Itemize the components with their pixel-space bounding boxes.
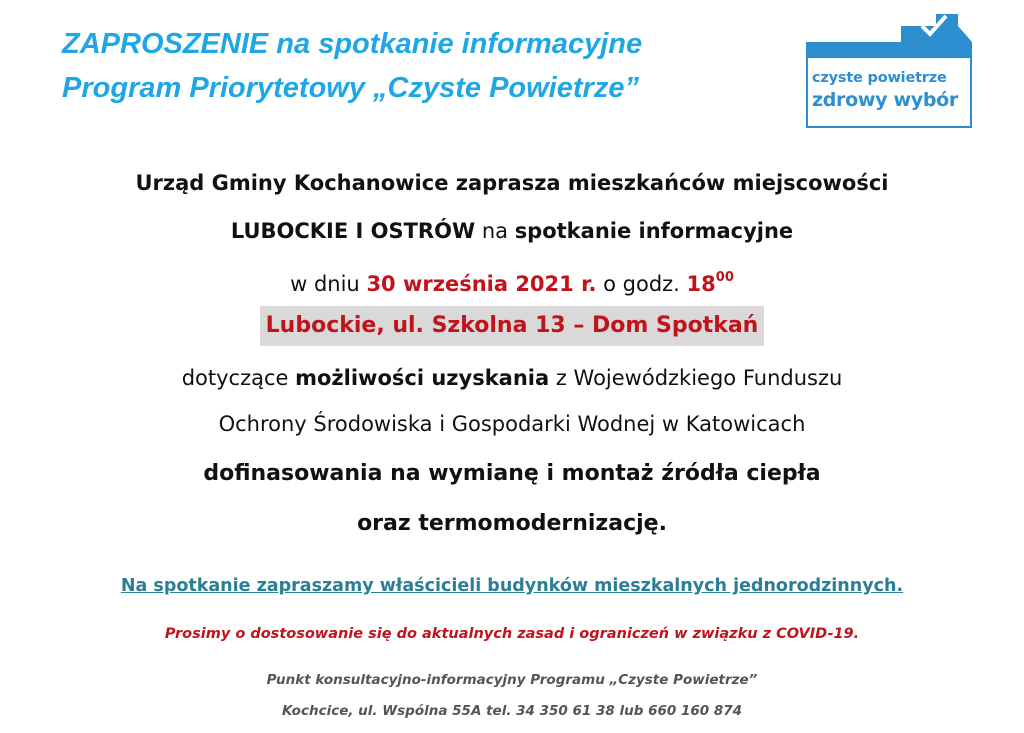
footer-line-2 xyxy=(0,699,1024,723)
about-suffix: z Wojewódzkiego Funduszu xyxy=(555,366,843,390)
footer-text-2: Kochcice, ul. Wspólna 55A tel. 34 350 61 38 lub 660 160 874 xyxy=(281,703,743,719)
logo-line-2: zdrowy wybór xyxy=(812,89,958,111)
connector-text: na xyxy=(481,219,508,243)
covid-note xyxy=(0,620,1024,648)
location-line xyxy=(0,306,1024,346)
time-prefix: o godz. xyxy=(603,272,680,296)
intro-text: Urząd Gminy Kochanowice zaprasza mieszkańców miejscowości xyxy=(135,171,889,195)
subsidy-text-2: oraz termomodernizację. xyxy=(357,511,667,536)
meeting-text: spotkanie informacyjne xyxy=(514,219,794,243)
czyste-powietrze-logo xyxy=(806,12,972,128)
subsidy-text-1: dofinasowania na wymianę i montaż źródła ciepła xyxy=(203,461,821,486)
owners-invitation-text: Na spotkanie zapraszamy właścicieli budynków mieszkalnych jednorodzinnych. xyxy=(120,576,904,596)
covid-note-text: Prosimy o dostosowanie się do aktualnych zasad i ograniczeń w związku z COVID-19. xyxy=(164,626,860,642)
places-text: LUBOCKIE I OSTRÓW xyxy=(230,219,476,243)
meeting-hour: 18 xyxy=(686,272,716,296)
footer-line-1 xyxy=(0,668,1024,692)
date-line xyxy=(0,263,1024,301)
date-prefix: w dniu xyxy=(290,272,360,296)
fund-name: Ochrony Środowiska i Gospodarki Wodnej w Katowicach xyxy=(218,412,806,436)
meeting-minutes: 00 xyxy=(715,270,734,285)
subsidy-line-1 xyxy=(0,455,1024,493)
meeting-location: Lubockie, ul. Szkolna 13 – Dom Spotkań xyxy=(260,306,765,346)
logo-line-1: czyste powietrze xyxy=(812,70,947,86)
intro-line xyxy=(0,166,1024,200)
subsidy-line-2 xyxy=(0,505,1024,543)
fund-line xyxy=(0,406,1024,442)
about-line xyxy=(0,360,1024,396)
header-program-name: Program Priorytetowy „Czyste Powietrze” xyxy=(62,72,639,104)
invitation-header xyxy=(62,22,792,110)
footer-text-1: Punkt konsultacyjno-informacyjny Programu „Czyste Powietrze” xyxy=(266,672,758,688)
meeting-time xyxy=(687,272,734,296)
about-prefix: dotyczące xyxy=(181,366,289,390)
meeting-date: 30 września 2021 r. xyxy=(366,272,597,296)
header-title: ZAPROSZENIE na spotkanie informacyjne xyxy=(62,28,643,60)
owners-invitation xyxy=(0,570,1024,602)
about-bold: możliwości uzyskania xyxy=(295,366,550,390)
places-line xyxy=(0,214,1024,248)
